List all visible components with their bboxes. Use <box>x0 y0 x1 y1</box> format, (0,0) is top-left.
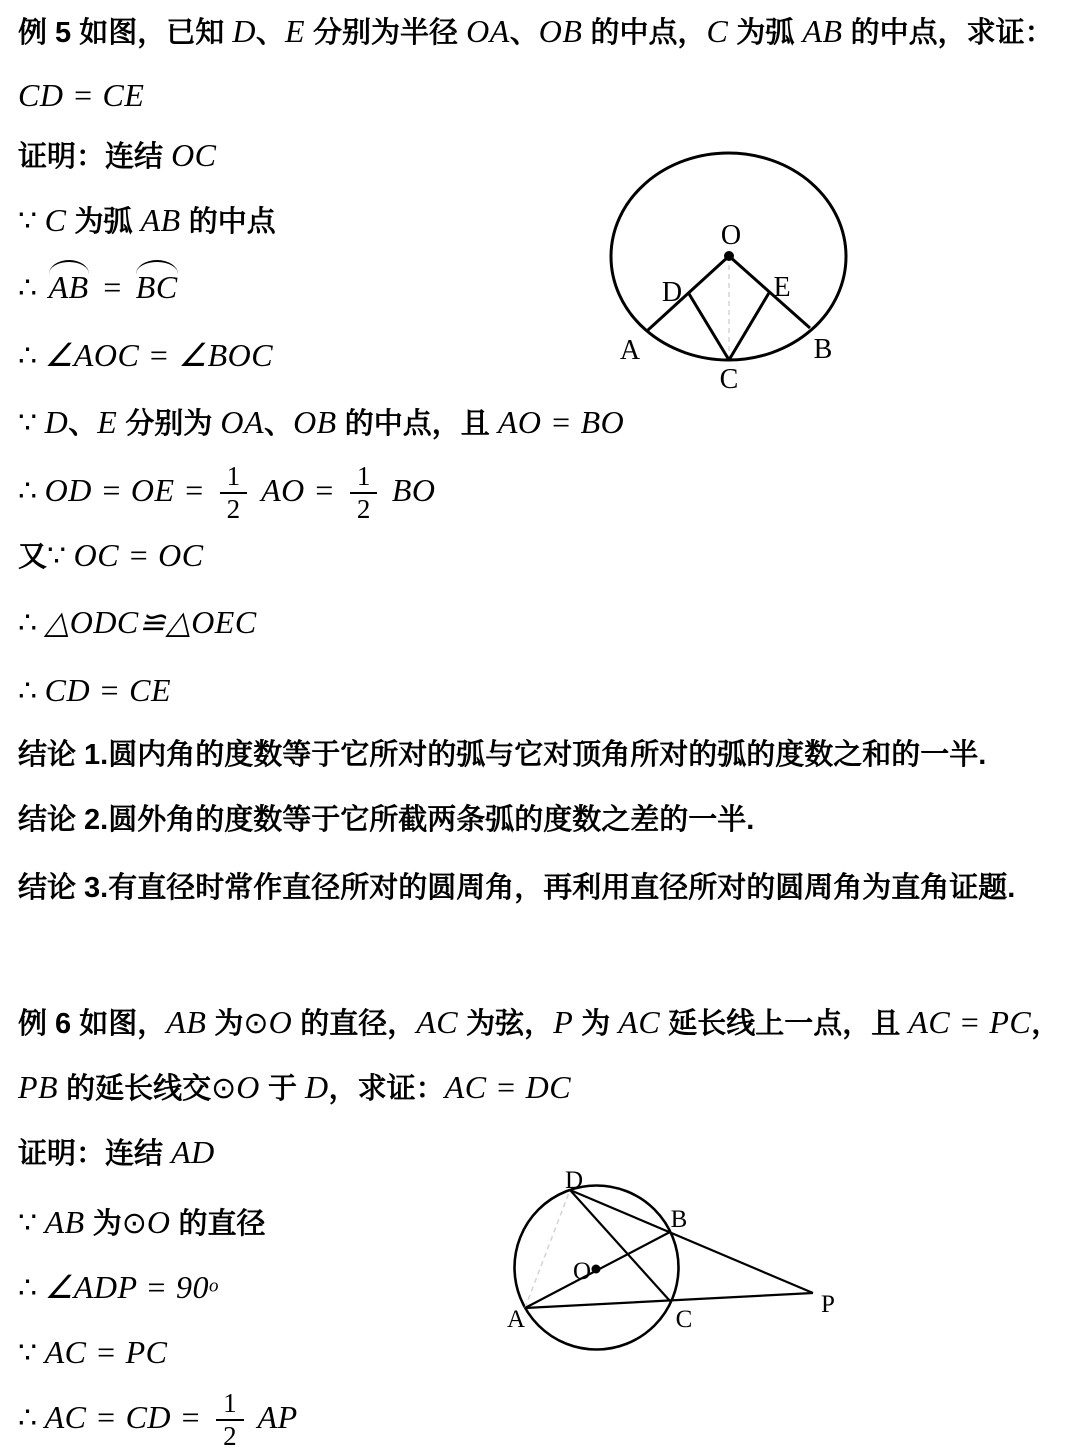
proof5-because-de-midpoints: ∵ D、E 分别为 OA、OB 的中点，且 AO = BO <box>18 404 625 440</box>
example5-statement: 例 5 如图，已知 D、E 分别为半径 OA、OB 的中点，C 为弧 AB 的中点，求证： <box>18 13 1054 49</box>
label-O: O <box>572 1258 592 1285</box>
proof5-intro: 证明：连结 OC <box>18 137 217 173</box>
conclusion-3: 结论 3.有直径时常作直径所对的圆周角，再利用直径所对的圆周角为直角证题. <box>18 872 1016 904</box>
proof5-because-oc-common: 又∵ OC = OC <box>18 537 204 573</box>
label-B: B <box>813 334 833 365</box>
segment-DP <box>570 1190 813 1293</box>
label-O: O <box>720 220 742 251</box>
proof5-od-oe-equation: ∴ OD = OE = $\frac{1}{2}$ AO = $\frac{1}{2}$ BO <box>18 461 436 525</box>
example5-goal: CD = CE <box>18 77 145 113</box>
segment-DC <box>689 293 730 360</box>
example6-statement-line1: 例 6 如图，AB 为⊙O 的直径，AC 为弦，P 为 AC 延长线上一点，且 AC = PC， <box>18 1004 1061 1040</box>
proof5-arc-equality: ∴ AB = BC <box>18 269 178 305</box>
label-D: D <box>564 1167 584 1194</box>
label-A: A <box>506 1306 526 1333</box>
proof6-angle-adp: ∴ ∠ADP = $90^o$ <box>18 1269 219 1305</box>
label-E: E <box>773 272 791 303</box>
proof6-because-ab-diameter: ∵ AB 为⊙O 的直径 <box>18 1204 266 1240</box>
label-P: P <box>821 1291 835 1318</box>
label-B: B <box>670 1206 688 1233</box>
label-C: C <box>719 364 739 390</box>
label-D: D <box>661 277 683 308</box>
center-point-O <box>724 251 734 261</box>
proof6-intro: 证明：连结 AD <box>18 1134 215 1170</box>
label-C: C <box>675 1306 693 1333</box>
proof5-because-c-midpoint: ∵ C 为弧 AB 的中点 <box>18 202 276 238</box>
proof5-conclusion: ∴ CD = CE <box>18 672 172 708</box>
proof6-conclusion: ∴ AC = CD = $\frac{1}{2}$ AP <box>18 1388 298 1452</box>
proof5-angle-equality: ∴ ∠AOC = ∠BOC <box>18 337 274 373</box>
label-A: A <box>619 335 641 366</box>
figure-example5-circle-diagram <box>590 140 860 390</box>
conclusion-2: 结论 2.圆外角的度数等于它所截两条弧的度数之差的一半. <box>18 804 755 836</box>
segment-EC <box>729 292 770 360</box>
segment-AD-dashed <box>525 1190 570 1308</box>
figure-example6-circle-diagram <box>495 1165 855 1365</box>
proof6-because-ac-pc: ∵ AC = PC <box>18 1334 168 1370</box>
conclusion-1: 结论 1.圆内角的度数等于它所对的弧与它对顶角所对的弧的度数之和的一半. <box>18 739 987 771</box>
center-point-O <box>592 1265 601 1274</box>
example6-statement-line2: PB 的延长线交⊙O 于 D，求证：AC = DC <box>18 1069 572 1105</box>
proof5-triangle-congruence: ∴ △ODC≌△OEC <box>18 604 257 640</box>
